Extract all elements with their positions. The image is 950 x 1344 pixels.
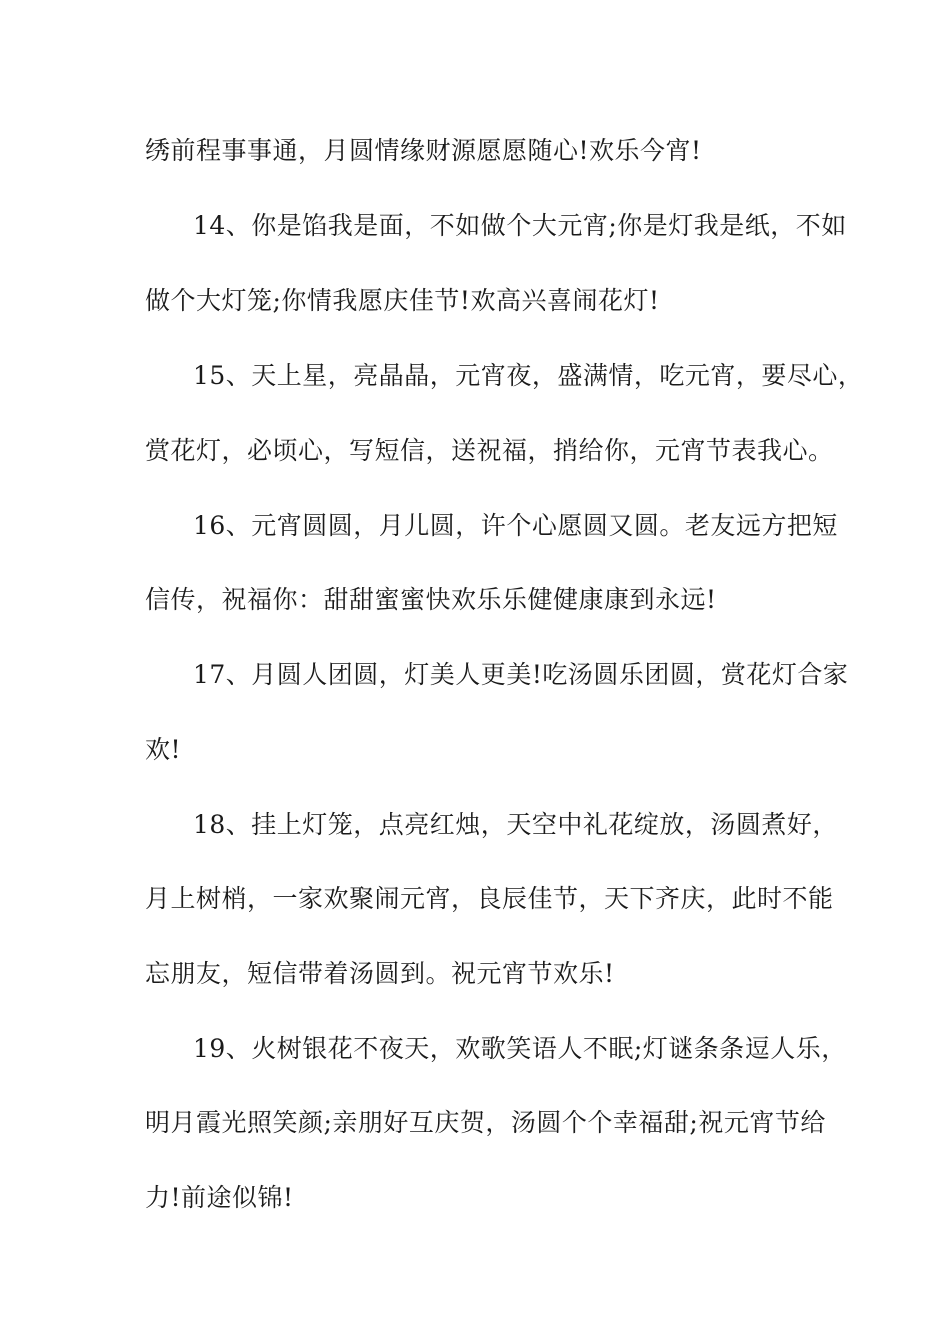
paragraph-14-line-2: 做个大灯笼;你情我愿庆佳节!欢高兴喜闹花灯! [145,286,660,315]
paragraph-18-line-1: 18、挂上灯笼，点亮红烛，天空中礼花绽放，汤圆煮好， [193,810,838,839]
paragraph-17-line-2: 欢! [145,735,182,764]
paragraph-14-line-1: 14、你是馅我是面，不如做个大元宵;你是灯我是纸，不如 [193,211,847,240]
paragraph-16-line-2: 信传，祝福你：甜甜蜜蜜快欢乐乐健健康康到永远! [145,585,717,614]
paragraph-15-line-2: 赏花灯，必顷心，写短信，送祝福，捎给你，元宵节表我心。 [145,436,834,465]
paragraph-19-line-2: 明月霞光照笑颜;亲朋好互庆贺，汤圆个个幸福甜;祝元宵节给 [145,1108,826,1137]
paragraph-19-line-1: 19、火树银花不夜天，欢歌笑语人不眠;灯谜条条逗人乐， [193,1034,847,1063]
paragraph-18-line-2: 月上树梢，一家欢聚闹元宵，良辰佳节，天下齐庆，此时不能 [145,884,834,913]
paragraph-17-line-1: 17、月圆人团圆，灯美人更美!吃汤圆乐团圆，赏花灯合家 [193,660,849,689]
paragraph-16-line-1: 16、元宵圆圆，月儿圆，许个心愿圆又圆。老友远方把短 [193,511,838,540]
text-line: 绣前程事事通，月圆情缘财源愿愿随心!欢乐今宵! [145,136,702,165]
paragraph-18-line-3: 忘朋友，短信带着汤圆到。祝元宵节欢乐! [145,959,615,988]
paragraph-19-line-3: 力!前途似锦! [145,1183,294,1212]
paragraph-15-line-1: 15、天上星，亮晶晶，元宵夜，盛满情，吃元宵，要尽心， [193,361,864,390]
